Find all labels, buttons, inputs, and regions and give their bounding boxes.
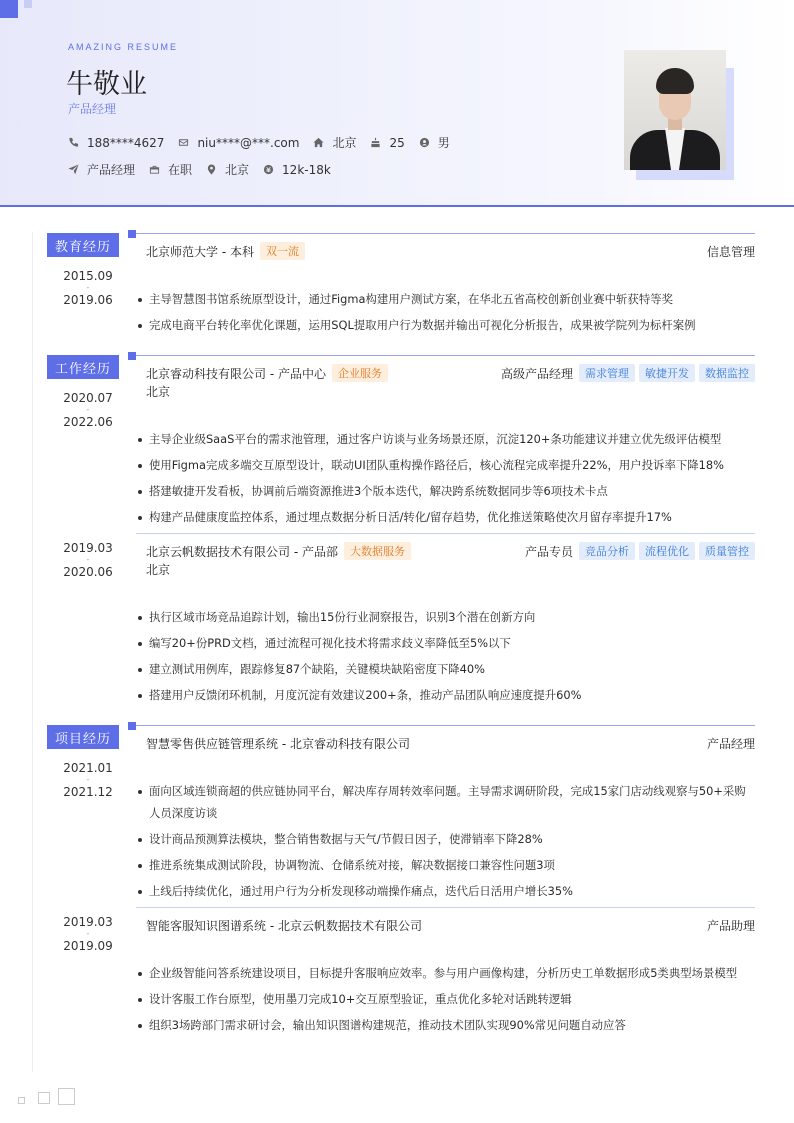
date-start: 2019.03 [63,915,113,929]
list-item: 完成电商平台转化率优化课题，运用SQL提取用户行为数据并输出可视化分析报告，成果被学院列为标杆案例 [136,314,748,336]
company-name: 北京睿动科技有限公司 - 产品中心 [146,366,326,381]
list-item: 上线后持续优化，通过用户行为分析发现移动端操作痛点，迭代后日活用户增长35% [136,880,748,902]
list-item: 企业级智能问答系统建设项目，目标提升客服响应效率。参与用户画像构建，分析历史工单数据形成5类典型场景模型 [136,962,748,984]
list-item: 搭建用户反馈闭环机制，月度沉淀有效建议200+条，推动产品团队响应速度提升60% [136,684,748,706]
skill-tag: 质量管控 [699,542,755,560]
status-item [149,161,192,178]
status-text: 在职 [168,163,193,177]
phone-text: 188****4627 [87,135,165,150]
list-item: 构建产品健康度监控体系，通过埋点数据分析日活/转化/留存趋势，优化推送策略使次月留存率提升17% [136,506,748,528]
salary-item [263,163,331,177]
age-text: 25 [389,135,405,150]
company-tag: 企业服务 [332,364,388,382]
company-name: 北京云帆数据技术有限公司 - 产品部 [146,544,338,559]
list-item: 推进系统集成测试阶段，协调物流、仓储系统对接，解决数据接口兼容性问题3项 [136,854,748,876]
company-tag: 大数据服务 [344,542,411,560]
list-item: 搭建敏捷开发看板，协调前后端资源推进3个版本迭代，解决跨系统数据同步等6项技术卡点 [136,480,748,502]
edu-title [146,242,305,260]
list-item: 主导企业级SaaS平台的需求池管理，通过客户访谈与业务场景还原，沉淀120+条功能建议并建立优先级评估模型 [136,428,748,450]
city-text: 北京 [332,136,357,150]
school-name: 北京师范大学 - 本科 [146,244,254,259]
work-location-1: 北京 [146,385,171,399]
salary-text: 12k-18k [282,162,331,177]
list-item: 组织3场跨部门需求研讨会，输出知识图谱构建规范，推动技术团队实现90%常见问题自动应答 [136,1014,748,1036]
edu-date: 2015.09 - 2019.06 [48,264,128,312]
project-title-1: 智慧零售供应链管理系统 - 北京睿动科技有限公司 [146,737,410,751]
email-item [178,136,299,150]
work-date-2: 2019.03 - 2020.06 [48,536,128,584]
skill-tag: 流程优化 [639,542,695,560]
corner-decoration-small [24,0,32,8]
work-role-2 [525,542,755,560]
project-bullets-1 [136,780,748,906]
list-item: 设计商品预测算法模块，整合销售数据与天气/节假日因子，使滞销率下降28% [136,828,748,850]
edu-major: 信息管理 [706,245,755,259]
footer-decoration [58,1088,75,1105]
work-title-2 [146,542,411,560]
date-end: 2020.06 [63,565,113,579]
section-work-label: 工作经历 [47,355,119,379]
edu-bullets [136,288,748,340]
date-end: 2019.06 [63,293,113,307]
gender-icon [419,137,430,148]
footer-decoration [18,1097,25,1104]
email-text: niu****@***.com [197,135,300,150]
section-projects-label: 项目经历 [47,725,119,749]
skill-tag: 数据监控 [699,364,755,382]
date-start: 2020.07 [63,391,113,405]
home-icon [313,137,324,148]
section-education-label: 教育经历 [47,233,119,257]
header-divider [0,205,794,207]
intent-city-item [206,161,249,178]
gender-text: 男 [437,136,450,150]
work-bullets-2 [136,606,748,710]
list-item: 面向区域连锁商超的供应链协同平台，解决库存周转效率问题。主导需求调研阶段，完成15家门店动线观察与50+采购人员深度访谈 [136,780,748,824]
date-start: 2015.09 [63,269,113,283]
timeline-line [32,232,33,1072]
school-tag: 双一流 [260,242,305,260]
send-icon [68,164,79,175]
section-marker [128,352,136,360]
project-bullets-2 [136,962,748,1040]
list-item: 使用Figma完成多端交互原型设计，联动UI团队重构操作路径后，核心流程完成率提升22%，用户投诉率下降18% [136,454,748,476]
position-text: 产品经理 [87,163,136,177]
project-date-1: 2021.01 - 2021.12 [48,756,128,804]
cake-icon [370,137,381,148]
position-item [68,161,135,178]
skill-tag: 竞品分析 [579,542,635,560]
section-divider [136,355,755,356]
corner-decoration [0,0,18,18]
entry-divider [136,533,755,534]
date-end: 2021.12 [63,785,113,799]
skill-tag: 敏捷开发 [639,364,695,382]
section-marker [128,230,136,238]
pin-icon [206,164,217,175]
candidate-name: 牛敬业 [66,69,147,100]
work-location-2: 北京 [146,563,171,577]
project-title-2: 智能客服知识图谱系统 - 北京云帆数据技术有限公司 [146,919,422,933]
intent-city-text: 北京 [225,163,250,177]
briefcase-icon [149,164,160,175]
profile-photo [624,50,726,170]
intent-row [68,161,345,178]
skill-tag: 需求管理 [579,364,635,382]
work-date-1: 2020.07 - 2022.06 [48,386,128,434]
city-item [313,134,356,151]
contact-row [68,134,464,151]
candidate-role: 产品经理 [68,102,117,116]
section-divider [136,233,755,234]
project-date-2: 2019.03 - 2019.09 [48,910,128,958]
list-item: 建立测试用例库，跟踪修复87个缺陷，关键模块缺陷密度下降40% [136,658,748,680]
job-title: 产品专员 [524,544,573,559]
entry-divider [136,907,755,908]
work-title-1 [146,364,388,382]
date-start: 2019.03 [63,541,113,555]
work-role-1 [501,364,755,382]
date-start: 2021.01 [63,761,113,775]
work-bullets-1 [136,428,748,532]
list-item: 执行区域市场竞品追踪计划，输出15份行业洞察报告，识别3个潜在创新方向 [136,606,748,628]
phone-item [68,136,164,150]
section-marker [128,722,136,730]
age-item [370,136,404,150]
date-end: 2019.09 [63,939,113,953]
list-item: 编写20+份PRD文档，通过流程可视化技术将需求歧义率降低至5%以下 [136,632,748,654]
list-item: 主导智慧图书馆系统原型设计，通过Figma构建用户测试方案，在华北五省高校创新创业赛中斩获特等奖 [136,288,748,310]
project-role-1: 产品经理 [706,737,755,751]
gender-item [419,134,450,151]
resume-tagline: AMAZING RESUME [68,42,179,52]
mail-icon [178,137,189,148]
phone-icon [68,137,79,148]
date-end: 2022.06 [63,415,113,429]
footer-decoration [38,1092,50,1104]
project-role-2: 产品助理 [706,919,755,933]
list-item: 设计客服工作台原型，使用墨刀完成10+交互原型验证，重点优化多轮对话跳转逻辑 [136,988,748,1010]
money-icon [263,164,274,175]
section-divider [136,725,755,726]
job-title: 高级产品经理 [500,366,573,381]
